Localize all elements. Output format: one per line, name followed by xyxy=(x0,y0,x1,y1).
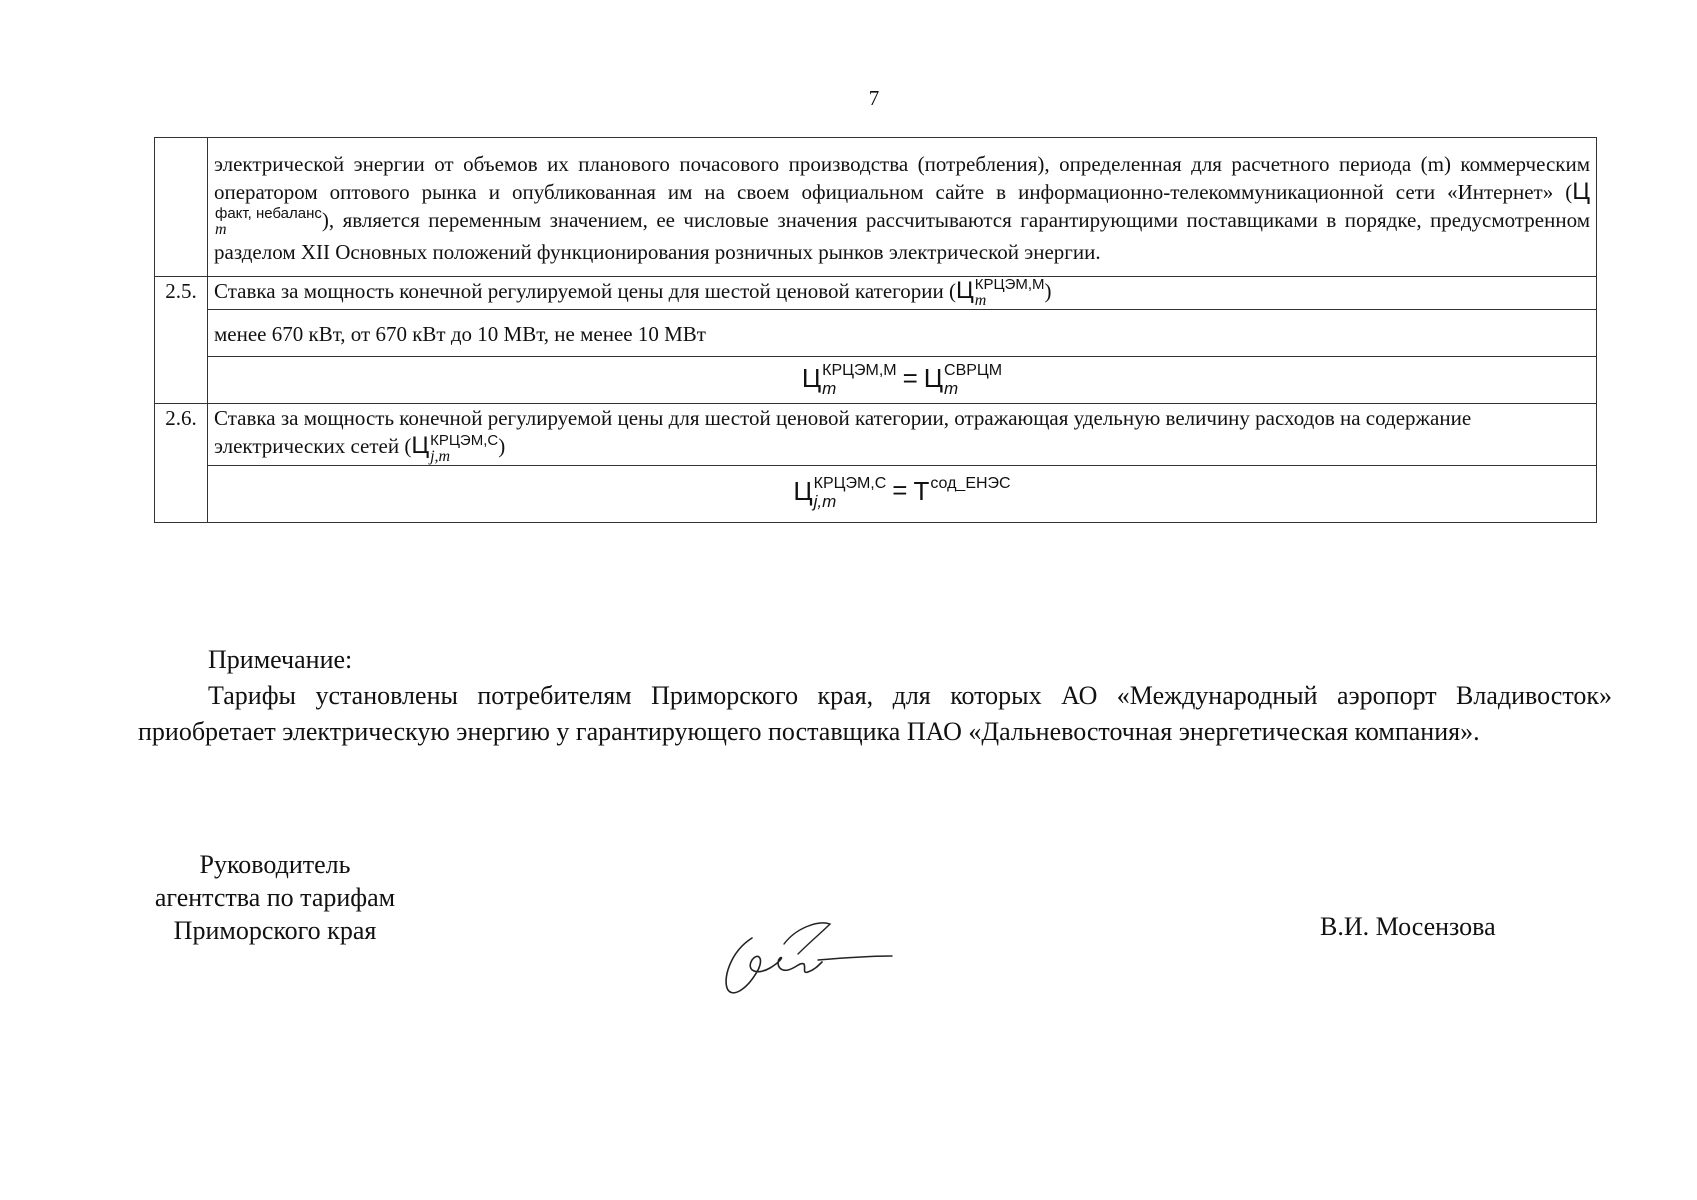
superscript: СВРЦМ xyxy=(944,362,1003,380)
price-symbol: Ц xyxy=(411,432,430,460)
subscript: j,m xyxy=(430,447,451,465)
continuation-text-after: ), является переменным значением, ее числовые значения рассчитываются гарантирующими поставщиками в порядке, предусмотренном разделом XII Основных положений функционирования розничных рынков электрической энергии. xyxy=(214,208,1590,265)
price-index xyxy=(215,206,322,238)
note-heading: Примечание: xyxy=(208,645,353,674)
continuation-cell xyxy=(208,138,1597,277)
formula-index-right xyxy=(930,476,1010,510)
price-symbol: Ц xyxy=(1572,178,1590,205)
page-number: 7 xyxy=(868,86,880,110)
signer-title-line: агентства по тарифам xyxy=(154,883,396,912)
formula-index-right xyxy=(944,363,1002,397)
row-number: 2.6. xyxy=(155,404,208,522)
row-number-empty xyxy=(155,138,208,277)
power-ranges: менее 670 кВт, от 670 кВт до 10 МВт, не менее 10 МВт xyxy=(208,310,1597,357)
continuation-text: электрической энергии от объемов их планового почасового производства (потребления), определенная для расчетного периода (m) коммерческим оператором оптового рынка и опубликованная им на своем официальном сайте в информационно-телекоммуникационной сети «Интернет» ( xyxy=(214,152,1590,204)
row-title-end: ) xyxy=(1044,279,1052,304)
table-row-2-6-formula xyxy=(155,465,1597,522)
formula-2-6 xyxy=(208,465,1597,522)
handwritten-signature xyxy=(718,918,898,1000)
equals-sign: = xyxy=(902,363,918,394)
note-text: Тарифы установлены потребителям Приморского края, для которых АО «Международный аэропорт Владивосток» приобретает электрическую энергию у гарантирующего поставщика ПАО «Дальневосточная энергетическая компания». xyxy=(138,681,1612,746)
subscript-empty xyxy=(930,493,1010,510)
subscript: m xyxy=(974,292,987,310)
superscript: КРЦЭМ,М xyxy=(822,362,897,380)
equals-sign: = xyxy=(892,475,908,506)
subscript: m xyxy=(215,221,227,239)
formula-index-left xyxy=(822,363,896,397)
table-row-2-5-formula xyxy=(155,357,1597,404)
formula-2-5 xyxy=(208,357,1597,404)
table-row-2-6 xyxy=(155,404,1597,465)
row-number: 2.5. xyxy=(155,277,208,404)
formula-index-left xyxy=(814,476,887,510)
tariff-table xyxy=(154,137,1597,523)
price-index xyxy=(430,433,498,465)
signer-title-line: Приморского края xyxy=(173,916,377,945)
superscript: КРЦЭМ,С xyxy=(430,431,499,449)
formula-symbol-left: Ц xyxy=(793,475,813,506)
row-title-cell xyxy=(208,277,1597,310)
formula-symbol-right: Ц xyxy=(923,363,944,394)
superscript: сод_ЕНЭС xyxy=(930,474,1011,492)
table-row-2-5 xyxy=(155,277,1597,310)
subscript: m xyxy=(944,379,959,399)
superscript: КРЦЭМ,М xyxy=(974,276,1045,294)
price-symbol: Ц xyxy=(955,277,974,305)
table-row-continuation xyxy=(155,138,1597,277)
row-title-cell xyxy=(208,404,1597,465)
row-title: Ставка за мощность конечной регулируемой цены для шестой ценовой категории ( xyxy=(214,279,956,304)
signer-name: В.И. Мосензова xyxy=(1320,912,1496,941)
formula-symbol-t: Т xyxy=(913,475,930,506)
signer-title-line: Руководитель xyxy=(199,850,351,879)
formula-symbol-left: Ц xyxy=(801,363,822,394)
table-row-2-5-subheader xyxy=(155,310,1597,357)
superscript: факт, небаланс xyxy=(215,205,322,223)
superscript: КРЦЭМ,С xyxy=(813,474,887,492)
signer-title xyxy=(130,848,420,947)
subscript: j,m xyxy=(813,491,837,511)
subscript: m xyxy=(822,379,837,399)
price-index xyxy=(975,277,1045,309)
row-title-end: ) xyxy=(498,434,506,459)
row-title: Ставка за мощность конечной регулируемой цены для шестой ценовой категории, отражающая удельную величину расходов на содержание электрических сетей ( xyxy=(214,406,1472,459)
